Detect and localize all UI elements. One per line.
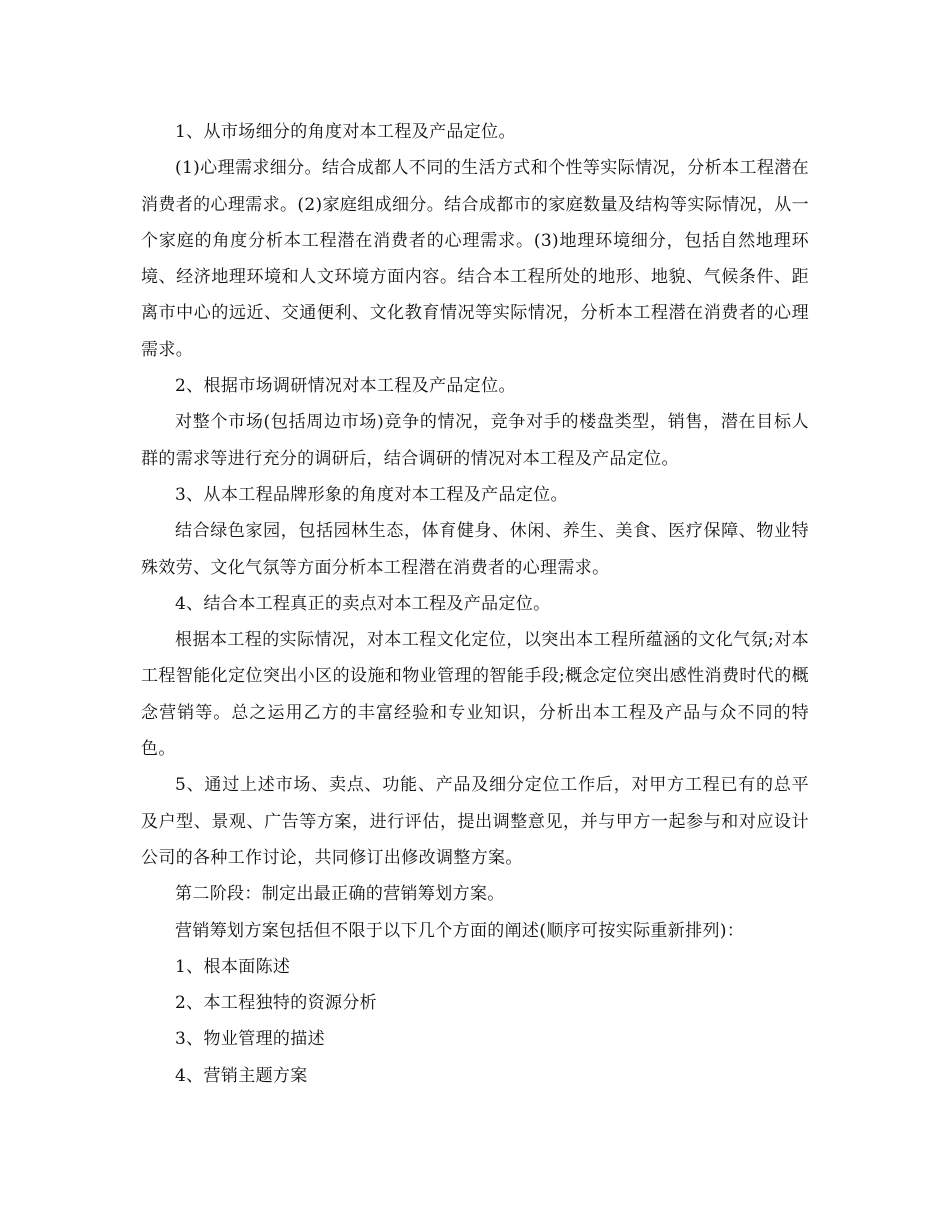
paragraph-market-research: 对整个市场(包括周边市场)竞争的情况，竞争对手的楼盘类型，销售，潜在目标人群的需求等进行充分的调研后，结合调研的情况对本工程及产品定位。: [141, 412, 809, 469]
document-body: [141, 114, 809, 1094]
section-heading-market-segmentation: 1、从市场细分的角度对本工程及产品定位。: [175, 122, 516, 142]
paragraph-selling-points: 根据本工程的实际情况，对本工程文化定位，以突出本工程所蕴涵的文化气氛;对本工程智能化定位突出小区的设施和物业管理的智能手段;概念定位突出感性消费时代的概念营销等。总之运用乙方的丰富经验和专业知识，分析出本工程及产品与众不同的特色。: [141, 630, 809, 760]
paragraph-plan-evaluation: 5、通过上述市场、卖点、功能、产品及细分定位工作后，对甲方工程已有的总平及户型、景观、广告等方案，进行评估，提出调整意见，并与甲方一起参与和对应设计公司的各种工作讨论，共同修订出修改调整方案。: [141, 775, 809, 868]
paragraph-segmentation-details: (1)心理需求细分。结合成都人不同的生活方式和个性等实际情况，分析本工程潜在消费者的心理需求。(2)家庭组成细分。结合成都市的家庭数量及结构等实际情况，从一个家庭的角度分析本工程潜在消费者的心理需求。(3)地理环境细分，包括自然地理环境、经济地理环境和人文环境方面内容。结合本工程所处的地形、地貌、气候条件、距离市中心的远近、交通便利、文化教育情况等实际情况，分析本工程潜在消费者的心理需求。: [141, 158, 809, 360]
paragraph-brand-image: 结合绿色家园，包括园林生态，体育健身、休闲、养生、美食、医疗保障、物业特殊效劳、文化气氛等方面分析本工程潜在消费者的心理需求。: [141, 521, 809, 578]
list-item-resource-analysis: 2、本工程独特的资源分析: [175, 993, 378, 1014]
stage-two-heading: 第二阶段：制定出最正确的营销筹划方案。: [175, 884, 505, 905]
section-heading-selling-points: 4、结合本工程真正的卖点对本工程及产品定位。: [175, 593, 551, 614]
section-heading-market-research: 2、根据市场调研情况对本工程及产品定位。: [175, 376, 516, 397]
list-item-marketing-theme: 4、营销主题方案: [175, 1065, 308, 1086]
paragraph-plan-scope: 营销筹划方案包括但不限于以下几个方面的阐述(顺序可按实际重新排列)：: [175, 920, 745, 941]
section-heading-brand-image: 3、从本工程品牌形象的角度对本工程及产品定位。: [175, 484, 568, 505]
list-item-basics: 1、根本面陈述: [175, 956, 291, 977]
list-item-property-management: 3、物业管理的描述: [175, 1029, 325, 1050]
